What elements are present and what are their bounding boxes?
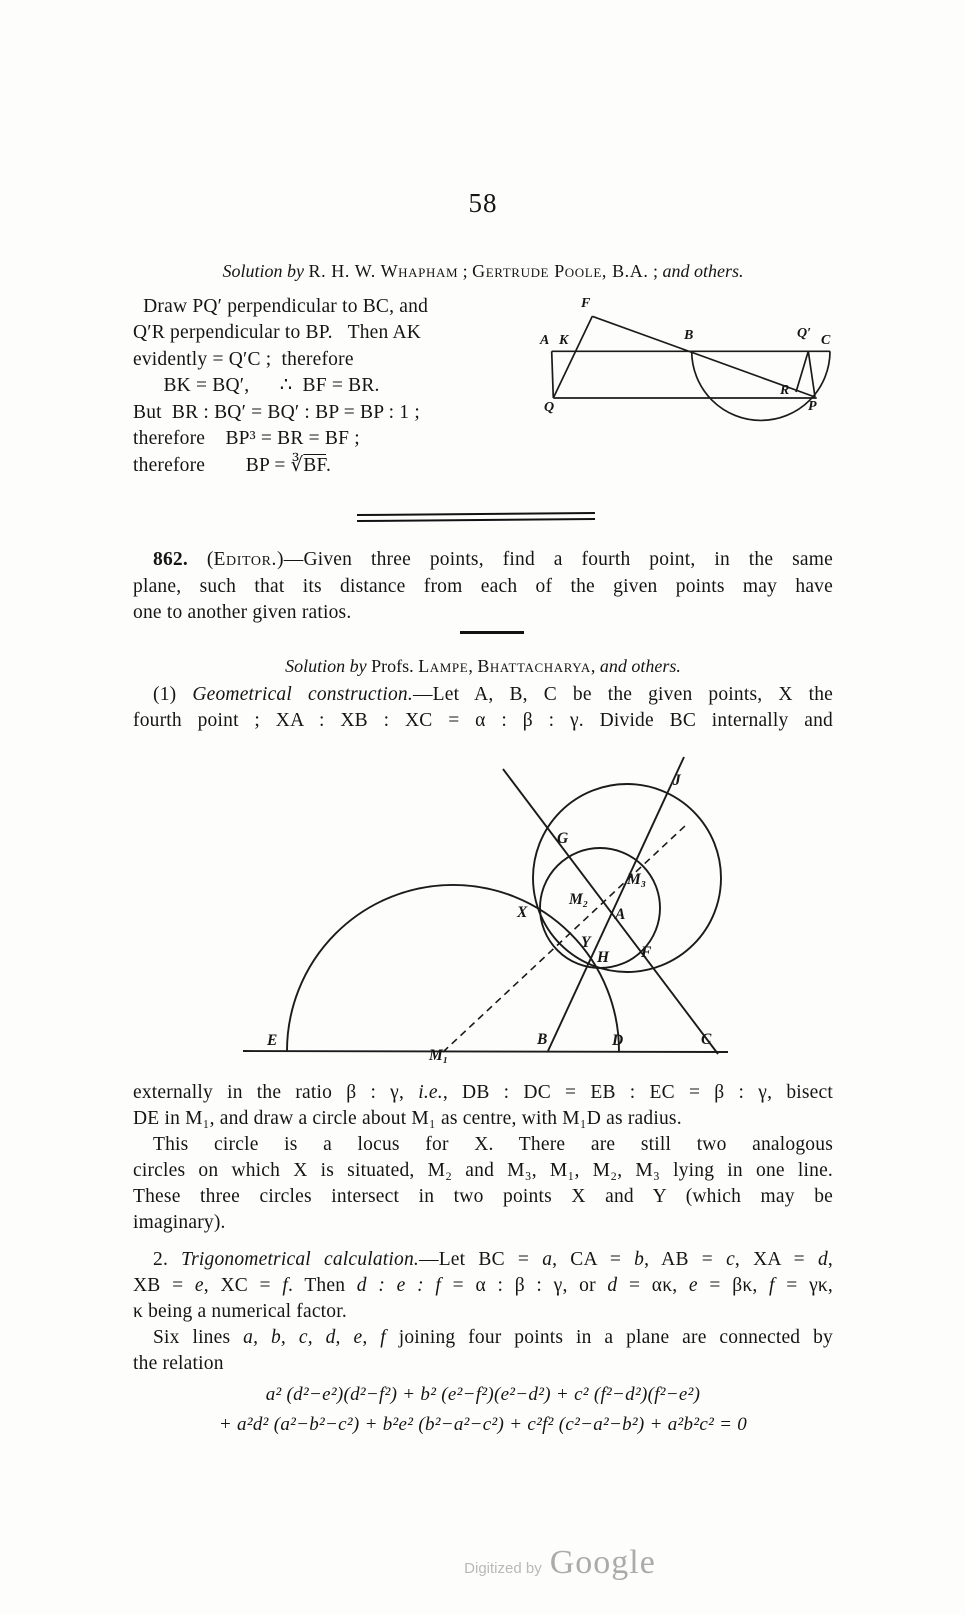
solution1-text-line: But BR : BQ′ = BQ′ : BP = BP : 1 ; (133, 402, 420, 423)
fig2-label-D: D (612, 1032, 624, 1049)
fig2-label-J: J (673, 772, 681, 789)
fig2-label-E: E (267, 1032, 278, 1049)
six-lines-line: Six lines a, b, c, d, e, f joining four points in a plane are connected by (153, 1327, 833, 1348)
solution1-text-line: Q′R perpendicular to BP. Then AK (133, 322, 422, 343)
solution1-text-line: evidently = Q′C ; therefore (133, 349, 354, 370)
geometrical-construction-line: (1) Geometrical construction.—Let A, B, C be the given points, X the (153, 684, 834, 705)
problem-862-line: plane, such that its distance from each of the given points may have (133, 576, 833, 597)
google-watermark (380, 1544, 740, 1582)
trigonometry-line: 2. Trigonometrical calculation.—Let BC = a, CA = b, AB = c, XA = d, (153, 1249, 833, 1270)
section-divider (357, 510, 595, 524)
fig1-label-P: P (808, 399, 817, 414)
fig2-label-G: G (557, 830, 569, 847)
fig2-label-M1: M₁ (429, 1047, 449, 1064)
problem-rule (460, 631, 524, 634)
solution1-text-line: BK = BQ′, ∴ BF = BR. (133, 375, 380, 396)
fig2-label-M3: M₃ (627, 871, 647, 888)
fig1-label-Q: Q (544, 400, 555, 415)
problem-862-line: 862. (Editor.)—Given three points, find a fourth point, in the same (153, 549, 833, 570)
fig2-label-X: X (517, 904, 528, 921)
locus-paragraph-line: These three circles intersect in two points X and Y (which may be (133, 1186, 833, 1207)
solution1-text-line: Draw PQ′ perpendicular to BC, and (133, 296, 429, 317)
solution1-text-line: therefore BP³ = BR = BF ; (133, 428, 360, 449)
locus-paragraph-line: circles on which X is situated, M₂ and M₃, M₁, M₂, M₃ lying in one line. (133, 1160, 833, 1181)
solution2-byline: Solution by Profs. Lampe, Bhattacharya, and others. (285, 656, 681, 676)
page-number: 58 (468, 188, 498, 218)
locus-paragraph-line: This circle is a locus for X. There are still two analogous (153, 1134, 833, 1155)
geometrical-construction-line: fourth point ; XA : XB : XC = α : β : γ. Divide BC internally and (133, 710, 833, 731)
locus-paragraph-line: imaginary). (133, 1212, 226, 1233)
fig1-label-Q-prime: Q′ (797, 326, 812, 341)
digitized-by-text: Digitized by (464, 1560, 542, 1577)
fig2-label-A: A (615, 906, 626, 923)
fig1-label-R: R (780, 383, 790, 398)
fig2-label-M2: M₂ (569, 891, 589, 908)
fig2-label-H: H (597, 949, 610, 966)
fig1-label-K: K (559, 333, 569, 348)
google-logo: Google (549, 1544, 656, 1581)
fig1-label-F: F (581, 296, 591, 311)
fig1-label-B: B (684, 328, 694, 343)
relation-formula-line: + a²d² (a²−b²−c²) + b²e² (b²−a²−c²) + c²f² (c²−a²−b²) + a²b²c² = 0 (218, 1414, 748, 1435)
fig1-label-A: A (540, 333, 550, 348)
figure1-drawing (515, 283, 840, 428)
fig2-label-F: F (641, 944, 652, 961)
fig2-label-B: B (537, 1031, 548, 1048)
externally-line: externally in the ratio β : γ, i.e., DB : DC = EB : EC = β : γ, bisect (133, 1082, 833, 1103)
six-lines-line: the relation (133, 1353, 224, 1374)
solution1-byline: Solution by R. H. W. Whapham ; Gertrude Poole, B.A. ; and others. (222, 261, 744, 281)
figure1 (515, 283, 840, 428)
fig2-label-C: C (701, 1031, 712, 1048)
problem-862-line: one to another given ratios. (133, 602, 352, 623)
figure2 (237, 745, 737, 1065)
fig1-label-C: C (821, 333, 831, 348)
figure2-drawing (237, 745, 737, 1065)
trigonometry-line: κ being a numerical factor. (133, 1301, 347, 1322)
solution1-cube-root-line: therefore BP = $∛\overline{BF}$. (133, 455, 332, 476)
externally-line: DE in M₁, and draw a circle about M₁ as centre, with M₁D as radius. (133, 1108, 682, 1129)
fig2-label-Y: Y (581, 934, 591, 951)
relation-formula-line: a² (d²−e²)(d²−f²) + b² (e²−f²)(e²−d²) + c² (f²−d²)(f²−e²) (265, 1384, 701, 1405)
trigonometry-line: XB = e, XC = f. Then d : e : f = α : β : γ, or d = ακ, e = βκ, f = γκ, (133, 1275, 833, 1296)
